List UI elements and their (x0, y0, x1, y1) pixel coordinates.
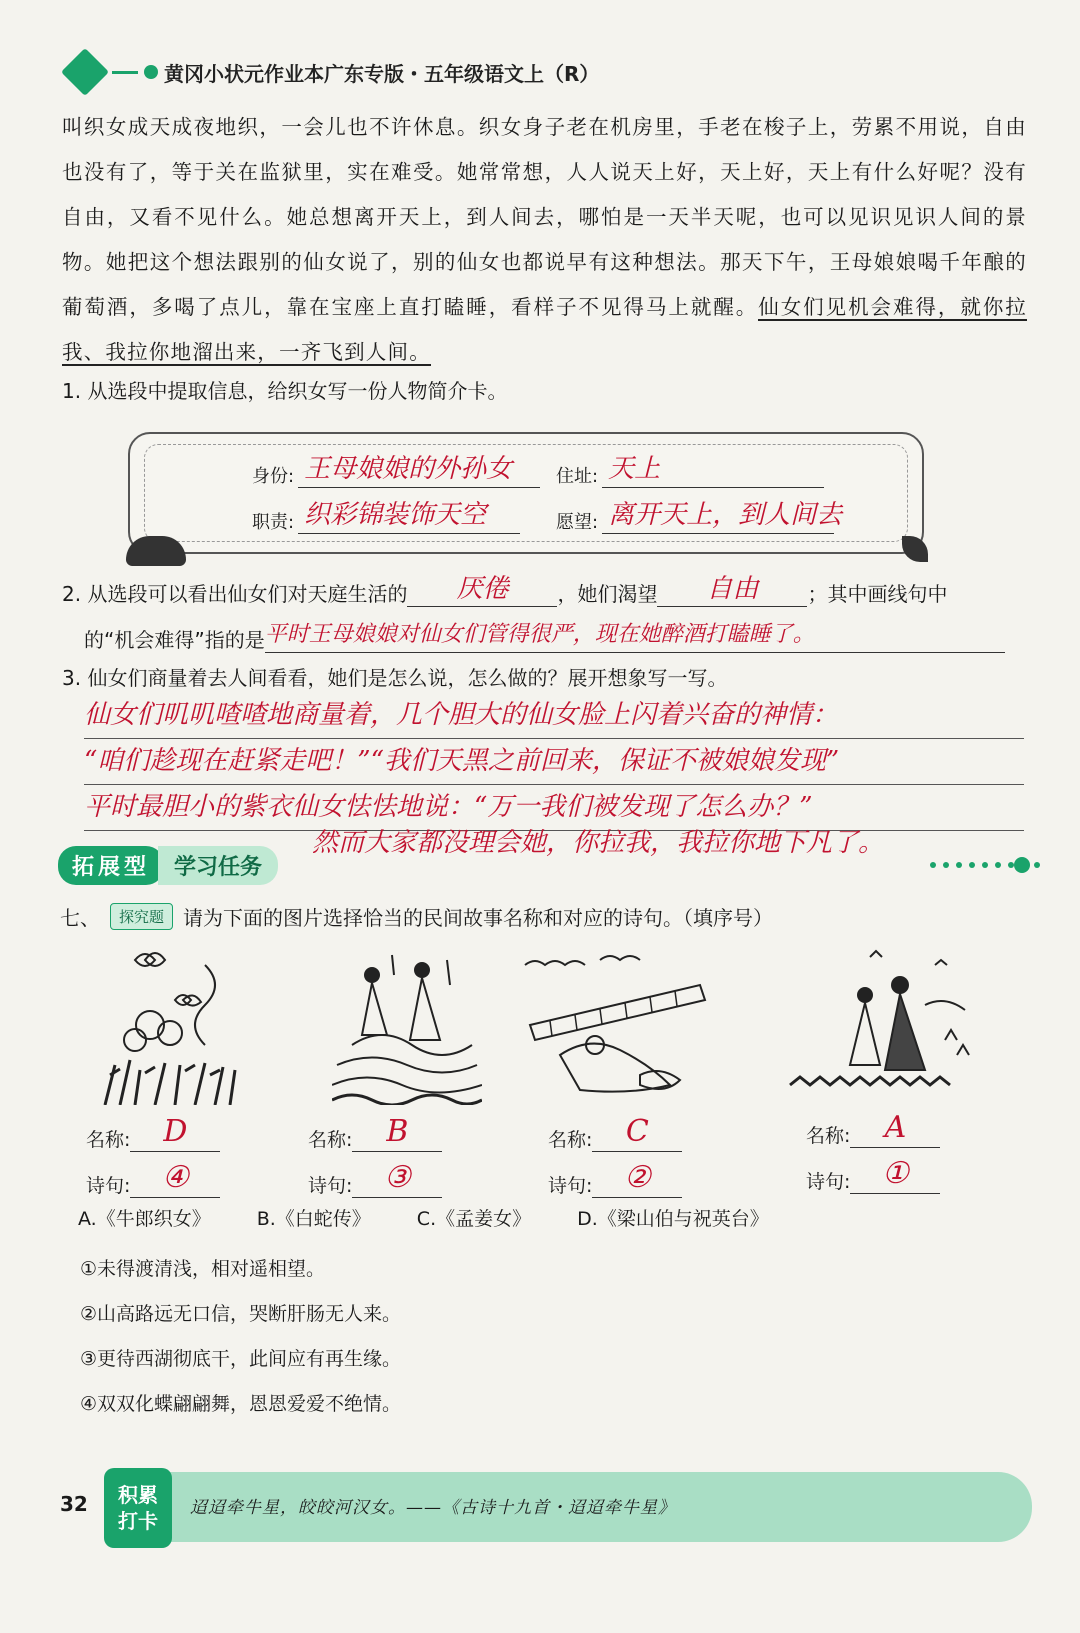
q3-answer-line-3[interactable]: 平时最胆小的紫衣仙女怯怯地说：“万一我们被发现了怎么办？” (84, 786, 1024, 831)
question-2 (62, 572, 1037, 607)
footer-tag-line-2: 打卡 (118, 1509, 158, 1533)
name-label: 名称: (86, 1129, 131, 1151)
diamond-logo-icon (61, 48, 109, 96)
q2-answer-2[interactable]: 自由 (657, 572, 807, 607)
footer-quote: 迢迢牵牛星，皎皎河汉女。——《古诗十九首・迢迢牵牛星》 (190, 1498, 676, 1518)
wish-label: 愿望: (556, 512, 599, 533)
poem-2: ②山高路远无口信，哭断肝肠无人来。 (80, 1303, 402, 1325)
header-dot-icon (144, 65, 158, 79)
picture-4-name-answer[interactable]: A (850, 1109, 940, 1148)
identity-answer[interactable]: 王母娘娘的外孙女 (298, 448, 540, 488)
picture-4-answers (806, 1102, 940, 1194)
picture-2-answers (308, 1106, 442, 1198)
picture-3-answers (548, 1106, 682, 1198)
footer-tag (104, 1468, 172, 1548)
page-header (60, 55, 599, 89)
section-banner (58, 846, 278, 885)
wish-field (556, 494, 843, 534)
cowherd-weaver-illustration (785, 945, 975, 1105)
poem-1: ①未得渡清浅，相对遥相望。 (80, 1258, 326, 1280)
poem-3: ③更待西湖彻底干，此间应有再生缘。 (80, 1348, 402, 1370)
q2-answer-1[interactable]: 厌倦 (407, 572, 557, 607)
leaf-decoration-icon (902, 536, 928, 562)
verse-label: 诗句: (86, 1175, 131, 1197)
page-number: 32 (60, 1492, 88, 1516)
identity-label: 身份: (252, 466, 295, 487)
story-options (78, 1204, 815, 1231)
question-1-prompt: 1. 从选段中提取信息，给织女写一份人物简介卡。 (62, 379, 508, 403)
residence-answer[interactable]: 天上 (602, 448, 824, 488)
option-a: A.《牛郎织女》 (78, 1208, 211, 1230)
footer-tag-line-1: 积累 (118, 1483, 158, 1507)
name-label: 名称: (806, 1125, 851, 1147)
picture-1-name-answer[interactable]: D (130, 1113, 220, 1152)
great-wall-illustration (520, 945, 710, 1105)
q3-answer-line-2[interactable]: “咱们趁现在赶紧走吧！”“我们天黑之前回来，保证不被娘娘发现” (84, 740, 1024, 785)
question-7 (60, 902, 773, 931)
passage-underlined-sentence: 仙女们见机会难得，就你拉我、我拉你地溜出来，一齐飞到人间。 (62, 295, 1028, 364)
q2-text-4: 的“机会难得”指的是 (84, 628, 265, 652)
option-c: C.《孟姜女》 (416, 1208, 532, 1230)
header-title: 黄冈小状元作业本广东专版・五年级语文上（R） (164, 61, 600, 86)
q7-number: 七、 (60, 906, 100, 930)
verse-label: 诗句: (548, 1175, 593, 1197)
question-3-prompt: 3. 仙女们商量着去人间看看，她们是怎么说，怎么做的？展开想象写一写。 (62, 666, 728, 690)
duty-answer[interactable]: 织彩锦装饰天空 (298, 494, 520, 534)
cloud-decoration-icon (126, 536, 186, 566)
character-profile-card (128, 432, 924, 554)
q7-prompt: 请为下面的图片选择恰当的民间故事名称和对应的诗句。（填序号） (183, 906, 774, 930)
q2-answer-3[interactable]: 平时王母娘娘对仙女们管得很严，现在她醉酒打瞌睡了。 (265, 618, 1005, 653)
q3-answer-line-4[interactable]: 然而大家都没理会她，你拉我，我拉你地下凡了。 (312, 828, 885, 858)
picture-2-verse-answer[interactable]: ③ (352, 1159, 442, 1198)
picture-3-verse-answer[interactable]: ② (592, 1159, 682, 1198)
section-subtitle: 学习任务 (158, 846, 278, 885)
name-label: 名称: (308, 1129, 353, 1151)
banner-end-dot-icon (1014, 857, 1030, 873)
explore-tag: 探究题 (110, 903, 173, 930)
poem-4: ④双双化蝶翩翩舞，恩恩爱爱不绝情。 (80, 1393, 402, 1415)
white-snake-illustration (332, 945, 482, 1105)
wish-answer[interactable]: 离开天上，到人间去 (602, 494, 834, 534)
verse-label: 诗句: (308, 1175, 353, 1197)
name-label: 名称: (548, 1129, 593, 1151)
q2-text-1: 2. 从选段可以看出仙女们对天庭生活的 (62, 582, 408, 606)
question-2-line-2 (84, 618, 1039, 653)
passage-text: 叫织女成天成夜地织，一会儿也不许休息。织女身子老在机房里，手老在梭子上，劳累不用说，自由也没有了，等于关在监狱里，实在难受。她常常想，人人说天上好，天上好，天上有什么好呢？没有自由，又看不见什么。她总想离开天上，到人间去，哪怕是一天半天呢，也可以见识见识人间的景物。她把这个想法跟别的仙女说了，别的仙女也都说早有这种想法。那天下午，王母娘娘喝千年酿的葡萄酒，多喝了点儿，靠在宝座上直打瞌睡，看样子不见得马上就醒。 (62, 115, 1027, 319)
reading-passage (62, 105, 1027, 375)
picture-1-answers (86, 1106, 220, 1198)
header-dash-decoration (112, 71, 138, 74)
duty-label: 职责: (252, 512, 295, 533)
picture-4-verse-answer[interactable]: ① (850, 1155, 940, 1194)
residence-label: 住址: (556, 466, 599, 487)
picture-3-name-answer[interactable]: C (592, 1113, 682, 1152)
butterfly-illustration (95, 945, 245, 1105)
residence-field (556, 448, 824, 488)
q2-text-2: ，她们渴望 (557, 582, 658, 606)
section-tag: 拓展型 (58, 846, 164, 885)
picture-2-name-answer[interactable]: B (352, 1113, 442, 1152)
q2-text-3: ；其中画线句中 (807, 582, 948, 606)
verse-label: 诗句: (806, 1171, 851, 1193)
identity-field (252, 448, 540, 488)
option-d: D.《梁山伯与祝英台》 (577, 1208, 769, 1230)
option-b: B.《白蛇传》 (256, 1208, 371, 1230)
q3-answer-line-1[interactable]: 仙女们叽叽喳喳地商量着，几个胆大的仙女脸上闪着兴奋的神情： (84, 694, 1024, 739)
duty-field (252, 494, 520, 534)
picture-1-verse-answer[interactable]: ④ (130, 1159, 220, 1198)
